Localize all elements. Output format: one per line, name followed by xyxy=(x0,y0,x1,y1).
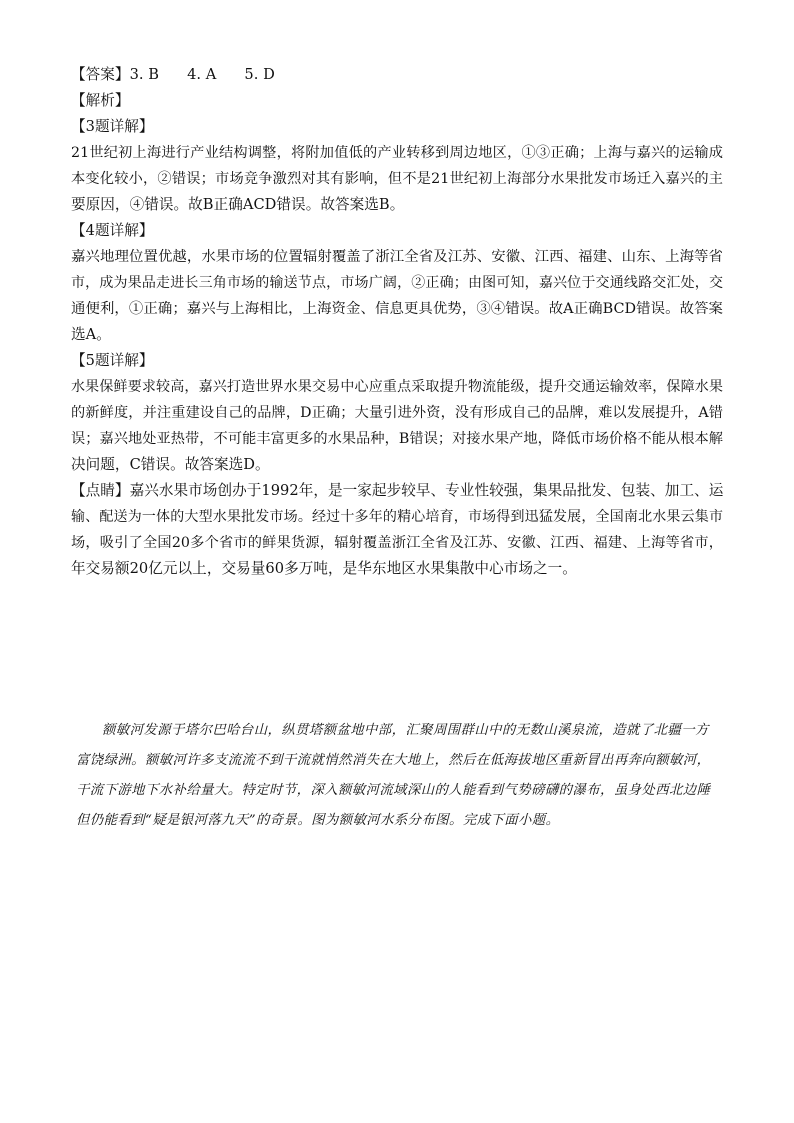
answer-q3: 3. B xyxy=(129,66,160,83)
highlight-line: 输、配送为一体的大型水果批发市场。经过十多年的精心培育，市场得到迅猛发展，全国南北水果云集市 xyxy=(71,509,723,525)
highlight-line: 年交易额20亿元以上，交易量60多万吨，是华东地区水果集散中心市场之一。 xyxy=(71,560,577,577)
highlight-line: 嘉兴水果市场创办于1992年，是一家起步较早、专业性较强，集果品批发、包装、加工、运 xyxy=(129,482,724,499)
answer-q5: 5. D xyxy=(244,66,275,83)
q4-line: 通便利，①正确；嘉兴与上海相比，上海资金、信息更具优势，③④错误。故A正确BCD错误。故答案 xyxy=(71,301,723,317)
q3-line: 要原因，④错误。故B正确ACD错误。故答案选B。 xyxy=(71,196,405,213)
highlight-first-line xyxy=(71,478,723,504)
q4-line: 市，成为果品走进长三角市场的输送节点，市场广阔，②正确；由图可知，嘉兴位于交通线路交汇处，交 xyxy=(71,275,723,291)
q4-line: 选A。 xyxy=(71,326,111,343)
answer-label: 【答案】 xyxy=(71,66,130,83)
q4-line: 嘉兴地理位置优越，水果市场的位置辐射覆盖了浙江全省及江苏、安徽、江西、福建、山东、上海等省 xyxy=(71,249,723,265)
answer-q4: 4. A xyxy=(187,66,217,83)
q5-line: 水果保鲜要求较高，嘉兴打造世界水果交易中心应重点采取提升物流能级，提升交通运输效率，保障水果 xyxy=(71,379,723,395)
reading-passage xyxy=(76,716,718,836)
q5-line: 的新鲜度，并注重建设自己的品牌，D正确；大量引进外资，没有形成自己的品牌，难以发展提升，A错 xyxy=(71,405,723,421)
q5-line: 误；嘉兴地处亚热带，不可能丰富更多的水果品种，B错误；对接水果产地，降低市场价格不能从根本解 xyxy=(71,431,723,447)
q5-line: 决问题，C错误。故答案选D。 xyxy=(71,456,270,473)
q3-heading: 【3题详解】 xyxy=(71,118,154,135)
q4-heading: 【4题详解】 xyxy=(71,222,154,239)
q5-heading: 【5题详解】 xyxy=(71,352,154,369)
highlight-label: 【点睛】 xyxy=(71,482,130,499)
analysis-heading: 【解析】 xyxy=(71,92,130,109)
passage-line: 但仍能看到“疑是银河落九天”的奇景。图为额敏河水系分布图。完成下面小题。 xyxy=(76,813,560,828)
answer-line xyxy=(71,62,723,88)
passage-line: 富饶绿洲。额敏河许多支流流不到干流就悄然消失在大地上，然后在低海拔地区重新冒出再奔向额敏河， xyxy=(76,753,711,768)
q3-line: 本变化较小，②错误；市场竞争激烈对其有影响，但不是21世纪初上海部分水果批发市场迁入嘉兴的主 xyxy=(71,171,723,187)
q3-line: 21世纪初上海进行产业结构调整，将附加值低的产业转移到周边地区，①③正确；上海与嘉兴的运输成 xyxy=(71,145,723,161)
passage-line: 额敏河发源于塔尔巴哈台山，纵贯塔额盆地中部，汇聚周围群山中的无数山溪泉流，造就了北疆一方 xyxy=(102,723,709,738)
highlight-line: 场，吸引了全国20多个省市的鲜果货源，辐射覆盖浙江全省及江苏、安徽、江西、福建、上海等省市， xyxy=(71,535,723,551)
passage-line: 干流下游地下水补给量大。特定时节，深入额敏河流域深山的人能看到气势磅礴的瀑布，虽身处西北边陲 xyxy=(76,783,711,798)
answer-analysis-section xyxy=(71,62,723,582)
